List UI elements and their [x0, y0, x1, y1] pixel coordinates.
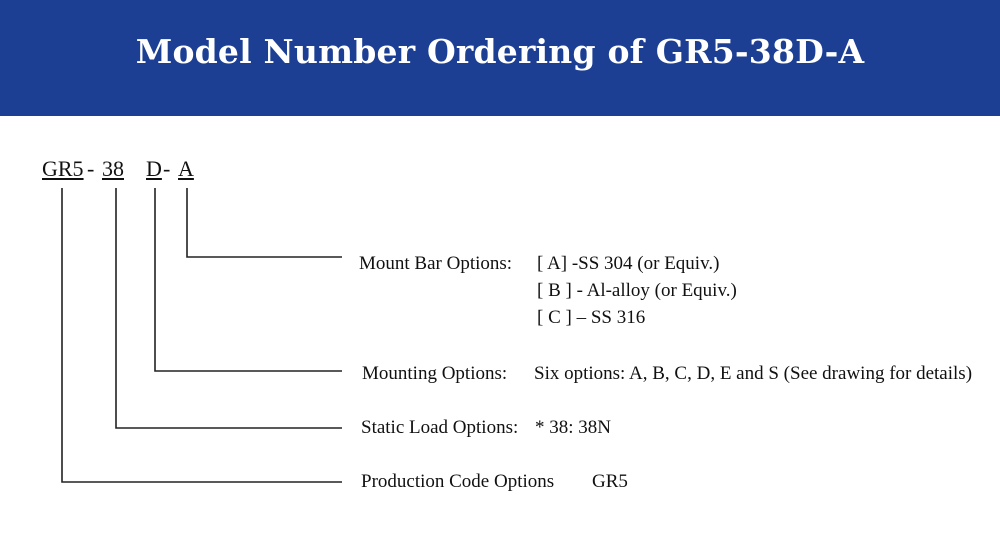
code-segment-mounting: D — [146, 156, 162, 181]
page-title: Model Number Ordering of GR5-38D-A — [135, 31, 865, 71]
code-dash: - — [87, 156, 95, 181]
code-segment-production: GR5 — [42, 156, 84, 181]
code-dash: - — [163, 156, 171, 181]
code-segment-mount-bar: A — [178, 156, 194, 181]
mount-bar-option-b: [ B ] - Al-alloy (or Equiv.) — [537, 280, 737, 301]
leader-line-production-code — [62, 188, 342, 482]
mounting-options-label: Mounting Options: — [362, 363, 508, 384]
static-load-options-label: Static Load Options: — [361, 417, 519, 438]
leader-line-static-load — [116, 188, 342, 428]
production-code-options-value: GR5 — [592, 471, 628, 492]
production-code-options-label: Production Code Options — [361, 471, 555, 492]
leader-line-mount-bar — [187, 188, 342, 257]
leader-line-mounting — [155, 188, 342, 371]
code-segment-load: 38 — [102, 156, 124, 181]
mount-bar-options-label: Mount Bar Options: — [359, 253, 513, 274]
mount-bar-option-c: [ C ] – SS 316 — [537, 307, 646, 328]
mounting-options-value: Six options: A, B, C, D, E and S (See drawing for details) — [534, 363, 973, 384]
mount-bar-option-a: [ A] -SS 304 (or Equiv.) — [537, 253, 720, 274]
static-load-options-value: * 38: 38N — [535, 417, 611, 438]
